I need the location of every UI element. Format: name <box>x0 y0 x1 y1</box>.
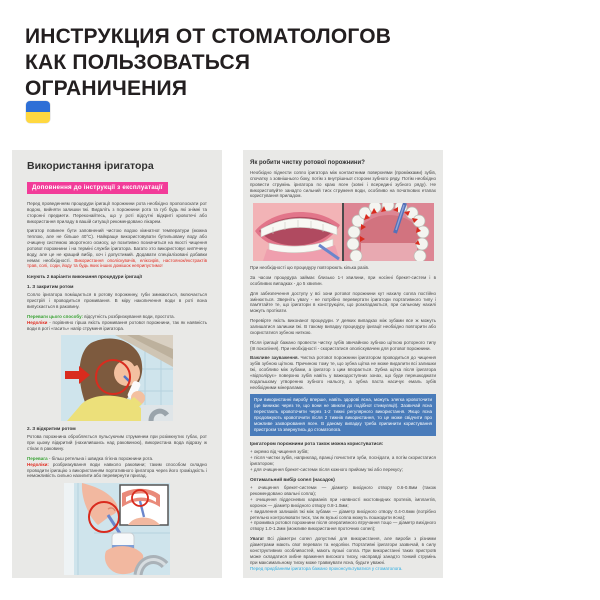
teeth-cleaning-illustration <box>253 203 434 261</box>
closed-mouth-illustration <box>61 335 173 421</box>
option2-body: Ротова порожнина обробляється пульсуючим струменем при розімкнутих губах, рот при цьому відкритий (нахилившись над раковиною), використана вода відразу ж стікає в раковину. <box>27 434 207 452</box>
option2-cons-label: Недоліки: <box>27 461 49 467</box>
supplement-badge: Доповнення до інструкції з експлуатації <box>27 182 168 194</box>
right-page-title: Як робити чистку ротової порожнини? <box>250 160 365 166</box>
options-heading: Існують 2 варіанти виконання процедури іригації <box>27 274 142 280</box>
usage-item: + окремо від чищення зубів; <box>250 449 309 455</box>
option2-pros-text: - більш ретельна і швидка гігієна порожнини рота. <box>47 455 154 461</box>
option2-heading: 2. З відкритим ротом <box>27 426 76 432</box>
nozzle-item: + промивка ротової порожнини після оперативного втручання тощо — діаметр вихідного отвору 1.0-1.2мм (можливе використання проточних сопел); <box>250 520 436 532</box>
nozzle-item: + видалення залишків їжі між зубами — діаметр вихідного отвору 0.4-0.6мм (потрібно ретельно контролювати тиск, так як вузькі сопла можуть пошкодити ясна); <box>250 508 436 520</box>
bleeding-gums-note: При використанні виробу вперше, навіть здорові ясна, можуть злегка кровоточити (це виникає через те, що вони не звикли до подібної стимуляції). Зазвичай ясна перестають кровоточити через 1-2 тижні регулярного використання. Якщо ясна продовжують кровоточити після 2 тижнів використання, то це може свідчити про можливе захворювання ясен. В даному випадку треба припинити користування пристроєм та звернутись до стоматолога. <box>250 394 436 436</box>
nozzle-item: + очищення піддесневих карманів при наявності мостовидних протезів, імплантів, коронок — діаметр вихідного отвору 0.8-1.0мм; <box>250 497 436 508</box>
flag-blue-stripe <box>26 101 50 112</box>
right-para-1: При необхідності цю процедуру повторюють кілька разів. <box>250 265 370 271</box>
right-intro: Необхідно піднести сопло іригатора між контактними поверхнями (проміжками) зубів, спочатку з зовнішнього боку, потім з внутрішньої сторони зубного ряду. Потім необхідно провести струмінь іригатора по краю ясен (зовні і всередині зубного ряду). Не використовуйте занадто сильний тиск струменя води, особливо на початкових етапах користування приладом. <box>250 170 436 199</box>
option1-cons-text: - порівняно гірша якість промивання ротової порожнини, так як наявність води в роті «гасить» напір струменя іригатора. <box>27 319 207 331</box>
usage-item: + для очищення брекет-системи після кожного прийому їжі або перекусу; <box>250 466 403 472</box>
left-para-2-text: Іригатор повинен бути заповнений чистою водою кімнатної температури (можна теплою, але не більше 40°С). Найкраще використовувати бутильовану воду або очищену системою зворотного осмосу, це позитивно позначиться на якості чищення ротової порожнини і на терміні служби іригатора. Багато хто використовує кип'ячену воду, але це не кращий вибір, хоч і допустимий. Додавати спеціалізовані добавки немає необхідності. <box>27 228 207 263</box>
option1-cons <box>27 320 207 332</box>
option2-cons-text: розбризкування води навколо раковини; таким способом складно проводити іригацію з використанням портативного іригатора через його громіздкість і неможливість сильно нахилити або перевернути прилад. <box>27 461 207 479</box>
important-note <box>250 355 436 390</box>
option1-heading: 1. З закритим ротом <box>27 284 74 290</box>
title-line-1: ИНСТРУКЦИЯ ОТ СТОМАТОЛОГОВ <box>25 25 392 48</box>
ukraine-flag-icon <box>26 101 50 123</box>
right-para-5: Після іригації бажано провести чистку зубів звичайною зубною щіткою роторного типу (ІІІ покоління). При необхідності - скористатися ополіскувачем для ротової порожнини. <box>250 339 436 351</box>
open-mouth-illustration <box>64 483 170 575</box>
left-para-2-warning: Використання ополіскувачів, еліксирів, настоянок/екстрактів трав, солі, соди, йоду та будь яких інших домішок неприпустимо! <box>27 257 207 269</box>
option2-cons <box>27 462 207 480</box>
left-para-2 <box>27 228 207 269</box>
attention-text: Всі діаметри сопел допустимі для використання, але вироби з різними діаметрами мають свої переваги та недоліки. Портативні іригатори зазвичай, в силу конструктивних особливостей, мають вузькі сопла. При використанні таких пристроїв може складатися хибне враження високого тиску, насправді занадто тонкий струмінь при максимальному тиску може травмувати ясна, будьте уважні. <box>250 536 436 565</box>
right-para-3: Для забезпечення доступу у всі зони ротової порожнини кут нахилу сопла постійно змінюється. Зверніть увагу - не потрібно перевертати іригатори портативного типу і пам'ятайте те, що іригатори в конструкціях, що розкладаються, при сильному нахилі можуть протікати. <box>250 290 436 314</box>
nozzle-item: + очищення брекет-системи — діаметр вихідного отвору 0.6-0.8мм (також рекомендовано овальні сопла); <box>250 485 436 497</box>
usage-list <box>250 449 436 472</box>
title-line-2: КАК ПОЛЬЗОВАТЬСЯ <box>25 51 251 74</box>
option1-cons-label: Недоліки <box>27 319 48 325</box>
consult-dentist-link: Перед придбанням іригатора бажано проконсультуватися у стоматолога. <box>250 566 403 572</box>
flag-yellow-stripe <box>26 112 50 123</box>
instruction-page-right <box>243 150 443 578</box>
important-note-label: Важливе зауваження. <box>250 355 299 361</box>
usage-heading: Іригатором порожнини рота також можна користуватися: <box>250 441 384 447</box>
page-title <box>25 24 391 102</box>
usage-item: + після чистки зубів, наприклад, вранці почистити зуби, поснідати, а потім скористатися іригатором; <box>250 454 436 466</box>
right-para-2: За часом процедура займає близько 1-ї хвилини, при носінні брекет-систем і в особливих випадках - до 5 хвилин. <box>250 275 436 286</box>
option2-pros-label: Перевага <box>27 455 48 461</box>
attention-note <box>250 536 436 565</box>
right-para-4: Перевірте якість виконаної процедури. У деяких випадках між зубами все ж можуть залишатися залишки їжі. В такому випадку процедуру іригації необхідно повторити або скористатися зубною ниткою. <box>250 318 436 335</box>
nozzle-list <box>250 485 436 532</box>
attention-label: Увага! <box>250 536 264 542</box>
option1-body: Сопло іригатора поміщається в ротову порожнину, губи змикаються, включається пристрій і проводиться промивання. В міру накопичення води в роті вона випускається в раковину. <box>27 292 207 309</box>
option1-pros-text: відсутність розбризкування води, простота. <box>83 313 175 319</box>
option1-pros-label: Переваги цього способу: <box>27 313 84 319</box>
left-para-1: Перед проведенням процедури іригації порожнини рота необхідно прополоскати рот водою, вийняти залишки їжі. Видаліть з порожнини рота та губ будь які знімні та сторонні предмети. Переконайтесь, що у роті відсутні відкриті кровотечі або використання приладу в вашій ситуації рекомендовано лікарем. <box>27 201 207 224</box>
left-page-title: Використання іригатора <box>27 160 154 172</box>
instruction-page-left <box>12 150 222 578</box>
important-note-text: Чистка ротової порожнини іригатором проводиться до чищення зубів зубною щіткою. Причиною тому те, що зубна щітка не може видалити всі залишки їжі, особливо між зубами, а іригатор з цим впорається. Зубна щітка після іригатора «відполірує» поверхню зубів навіть у важкодоступних зонах, що буде перешкоджати подальшому утворенню зубного нальоту, а зубна паста насичує емаль зубів необхідними мінералами. <box>250 355 436 390</box>
title-line-3: ОГРАНИЧЕНИЯ <box>25 77 188 100</box>
nozzle-heading: Оптимальний вибір сопел (насадок) <box>250 477 335 483</box>
